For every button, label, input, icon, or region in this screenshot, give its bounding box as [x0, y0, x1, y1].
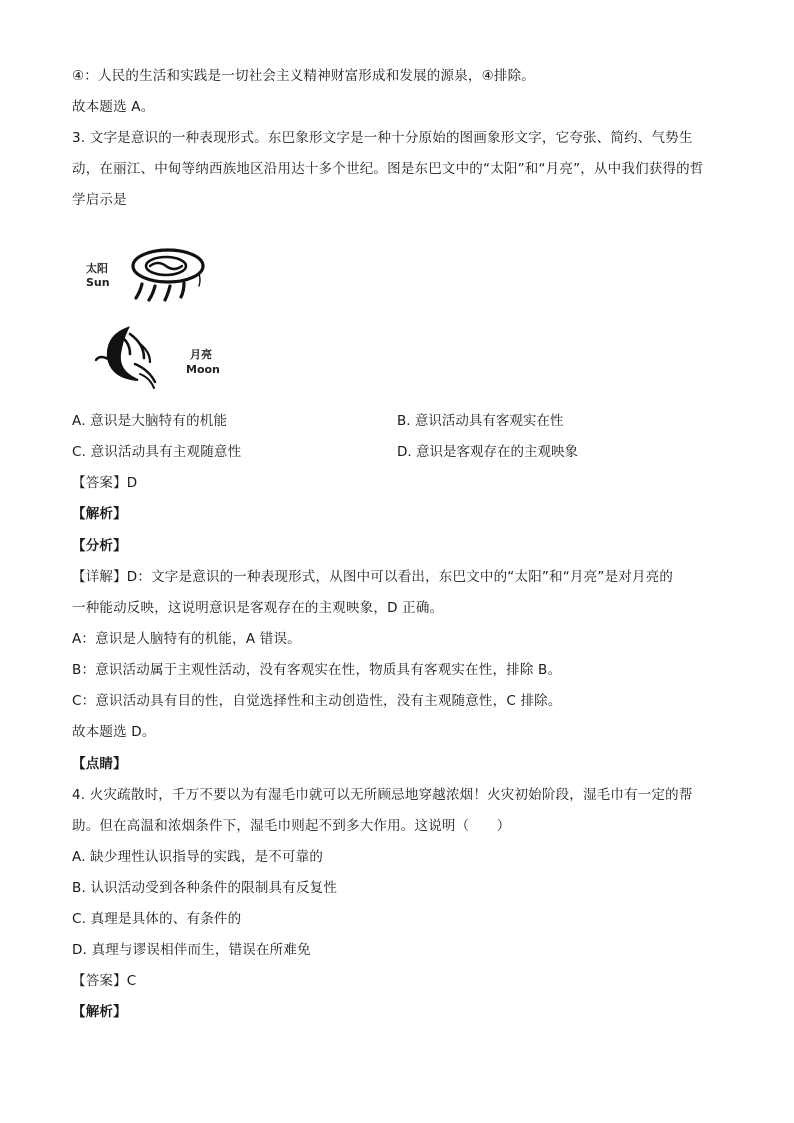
- detail-line: C：意识活动具有目的性，自觉选择性和主动创造性，没有主观随意性，C 排除。: [72, 693, 562, 709]
- detail-line: 一种能动反映，这说明意识是客观存在的主观映象，D 正确。: [72, 600, 444, 616]
- answer-label: 【答案】D: [72, 475, 138, 491]
- q4-option-a: A. 缺少理性认识指导的实践，是不可靠的: [72, 849, 324, 865]
- detail-line: A：意识是人脑特有的机能，A 错误。: [72, 631, 301, 647]
- option-c: C. 意识活动具有主观随意性: [72, 444, 242, 460]
- question-3-stem: 学启示是: [72, 192, 127, 208]
- question-3-stem: 动，在丽江、中甸等纳西族地区沿用达十多个世纪。图是东巴文中的“太阳”和“月亮”，从中我们获得的哲: [72, 161, 704, 177]
- question-4-stem: 助。但在高温和浓烟条件下，湿毛巾则起不到多大作用。这说明（ ）: [72, 818, 511, 834]
- question-3-stem: 3. 文字是意识的一种表现形式。东巴象形文字是一种十分原始的图画象形文字，它夸张、简约、气势生: [72, 130, 693, 146]
- moon-label-en: Moon: [186, 363, 220, 376]
- sun-label-cn: 太阳: [86, 262, 108, 275]
- paragraph-line: 故本题选 A。: [72, 99, 155, 115]
- detail-line: B：意识活动属于主观性活动，没有客观实在性，物质具有客观实在性，排除 B。: [72, 662, 562, 678]
- moon-label-cn: 月亮: [190, 348, 212, 361]
- paragraph-line: ④：人民的生活和实践是一切社会主义精神财富形成和发展的源泉，④排除。: [72, 68, 536, 84]
- option-a: A. 意识是大脑特有的机能: [72, 413, 228, 429]
- q4-option-d: D. 真理与谬误相伴而生，错误在所难免: [72, 942, 311, 958]
- detail-line: 故本题选 D。: [72, 724, 156, 740]
- breakdown-heading: 【分析】: [72, 538, 127, 554]
- q4-analysis-heading: 【解析】: [72, 1004, 127, 1020]
- q4-option-b: B. 认识活动受到各种条件的限制具有反复性: [72, 880, 338, 896]
- option-d: D. 意识是客观存在的主观映象: [397, 444, 578, 460]
- analysis-heading: 【解析】: [72, 506, 127, 522]
- key-point-heading: 【点睛】: [72, 756, 127, 772]
- q4-option-c: C. 真理是具体的、有条件的: [72, 911, 242, 927]
- option-b: B. 意识活动具有客观实在性: [397, 413, 564, 429]
- q4-answer-label: 【答案】C: [72, 973, 137, 989]
- dongba-pictograph-figure: [80, 236, 240, 396]
- detail-line: 【详解】D：文字是意识的一种表现形式，从图中可以看出，东巴文中的“太阳”和“月亮”是对月亮的: [72, 569, 674, 585]
- moon-pictograph-icon: [96, 328, 155, 388]
- sun-pictograph-icon: [133, 250, 203, 300]
- sun-label-en: Sun: [86, 276, 110, 289]
- question-4-stem: 4. 火灾疏散时，千万不要以为有湿毛巾就可以无所顾忌地穿越浓烟！火灾初始阶段，湿毛巾有一定的帮: [72, 787, 693, 803]
